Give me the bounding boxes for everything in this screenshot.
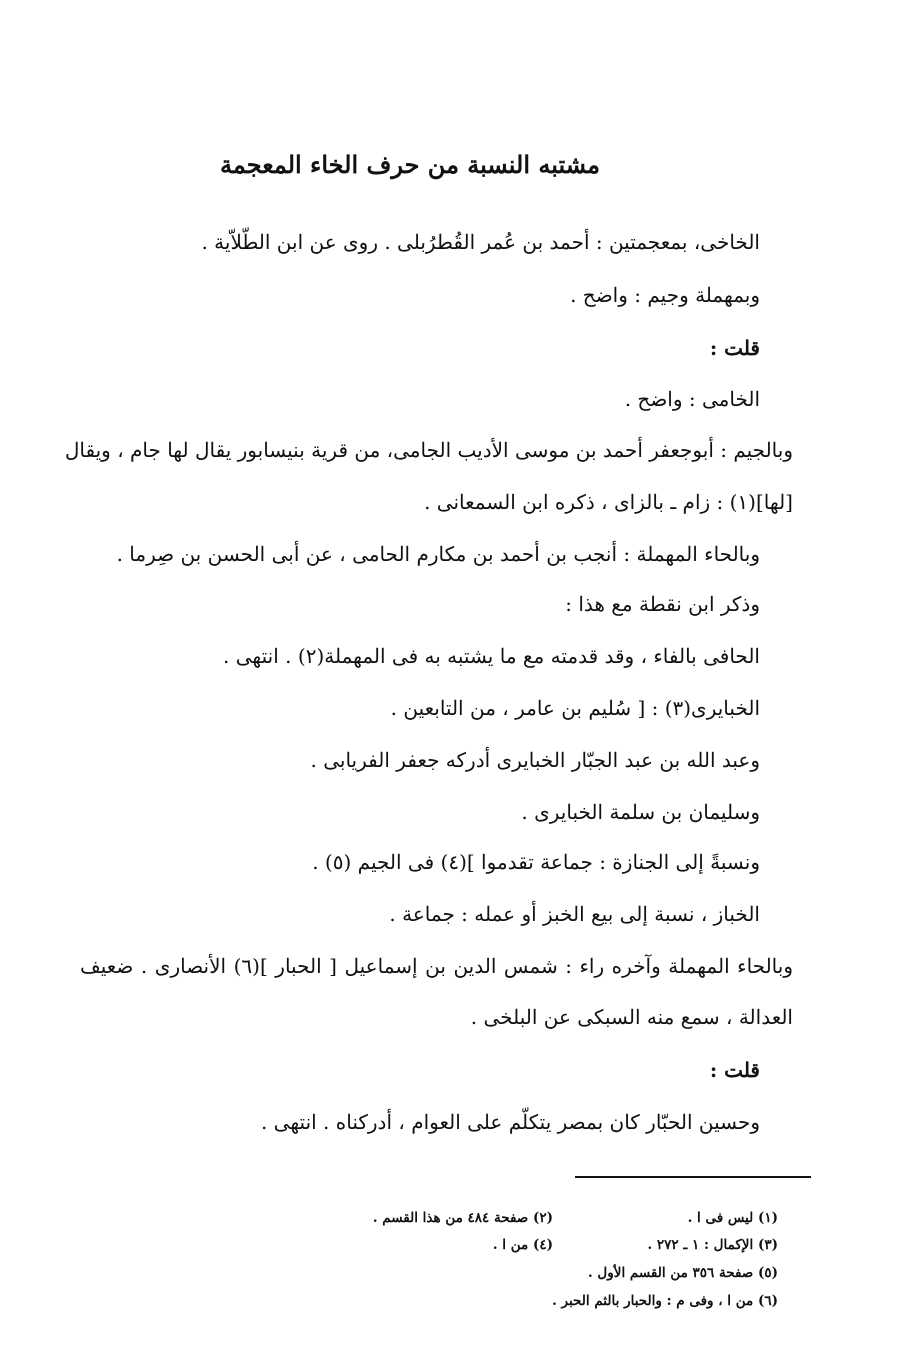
text-line-17: قلت : <box>709 1058 760 1082</box>
text-line-13: ونسبةً إلى الجنازة : جماعة تقدموا ](٤) فى الجيم (٥) . <box>312 850 760 874</box>
footnote-divider <box>575 1176 811 1178</box>
text-line-8: وذكر ابن نقطة مع هذا : <box>565 592 760 616</box>
text-line-1: الخاخى، بمعجمتين : أحمد بن عُمر القُطرُبلى . روى عن ابن الطّلاّية . <box>201 230 760 254</box>
text-line-11: وعبد الله بن عبد الجبّار الخبايرى أدركه جعفر الفريابى . <box>310 748 760 772</box>
text-line-2: وبمهملة وجيم : واضح . <box>570 283 760 307</box>
footnote-6: (٦) من ا ، وفى م : والحبار بالثم الحبر . <box>552 1293 778 1309</box>
text-line-15: وبالحاء المهملة وآخره راء : شمس الدين بن إسماعيل [ الحبار ](٦) الأنصارى . ضعيف <box>80 954 793 978</box>
footnote-4: (٤) من ا . <box>492 1237 553 1253</box>
text-line-7: وبالحاء المهملة : أنجب بن أحمد بن مكارم الحامى ، عن أبى الحسن بن صِرما . <box>116 542 760 566</box>
footnote-5: (٥) صفحة ٣٥٦ من القسم الأول . <box>588 1265 778 1281</box>
text-line-5: وبالجيم : أبوجعفر أحمد بن موسى الأديب الجامى، من قرية بنيسابور يقال لها جام ، ويقال <box>64 438 793 462</box>
text-line-3: قلت : <box>709 336 760 360</box>
text-line-4: الخامى : واضح . <box>624 387 760 411</box>
text-line-18: وحسين الحبّار كان بمصر يتكلّم على العوام ، أدركناه . انتهى . <box>260 1110 760 1134</box>
footnote-2: (٢) صفحة ٤٨٤ من هذا القسم . <box>372 1210 553 1226</box>
text-line-12: وسليمان بن سلمة الخبايرى . <box>521 800 760 824</box>
text-line-9: الحافى بالفاء ، وقد قدمته مع ما يشتبه به فى المهملة(٢) . انتهى . <box>223 644 760 668</box>
text-line-6: [لها](١) : زام ـ بالزاى ، ذكره ابن السمعانى . <box>424 490 793 514</box>
text-line-14: الخباز ، نسبة إلى بيع الخبز أو عمله : جماعة . <box>389 902 760 926</box>
page-title: مشتبه النسبة من حرف الخاء المعجمة <box>220 150 600 179</box>
footnote-1: (١) ليس فى ا . <box>687 1210 778 1226</box>
footnote-3: (٣) الإكمال : ١ ـ ٢٧٢ . <box>647 1237 778 1253</box>
text-line-10: الخبايرى(٣) : [ سُليم بن عامر ، من التابعين . <box>390 696 760 720</box>
text-line-16: العدالة ، سمع منه السبكى عن البلخى . <box>470 1005 793 1029</box>
